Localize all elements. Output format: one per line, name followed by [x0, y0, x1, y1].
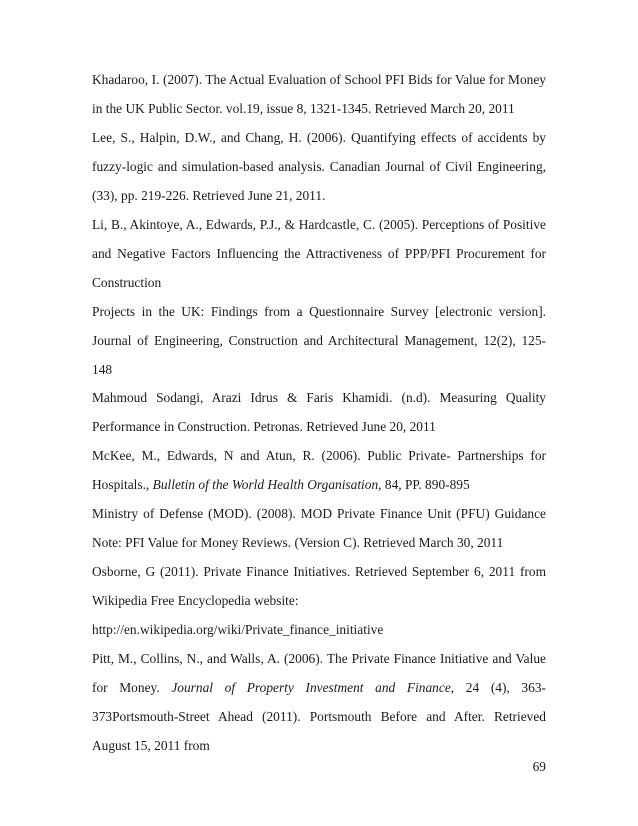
reference-mckee	[92, 442, 546, 500]
reference-mckee-details: , 84, PP. 890-895	[378, 477, 470, 493]
reference-pitt	[92, 645, 546, 761]
reference-li: Li, B., Akintoye, A., Edwards, P.J., & Hardcastle, C. (2005). Perceptions of Positive and Negative Factors Influencing the Attractiveness of PPP/PFI Procurement for Construction	[92, 216, 546, 290]
reference-osborne-text: Osborne, G (2011). Private Finance Initiatives. Retrieved September 6, 2011 from Wikipedia Free Encyclopedia website:	[92, 564, 546, 609]
reference-li-continued: Projects in the UK: Findings from a Questionnaire Survey [electronic version]. Journal of Engineering, Construction and Architectural Management, 12(2), 125- 148	[92, 303, 546, 377]
reference-pitt-details: , 24 (4), 363-373Portsmouth-Street Ahead (2011). Portsmouth Before and After. Retrieved August 15, 2011 from	[92, 680, 546, 753]
reference-sodangi: Mahmoud Sodangi, Arazi Idrus & Faris Khamidi. (n.d). Measuring Quality Performance in Construction. Petronas. Retrieved June 20, 2011	[92, 390, 546, 435]
reference-pitt-journal: Journal of Property Investment and Finance	[171, 680, 451, 696]
reference-khadaroo: Khadaroo, I. (2007). The Actual Evaluation of School PFI Bids for Value for Money in the UK Public Sector. vol.19, issue 8, 1321-1345. Retrieved March 20, 2011	[92, 72, 546, 116]
reference-pitt-text: Pitt, M., Collins, N., and Walls, A. (2006). The Private Finance Initiative and Value for Money.	[92, 651, 546, 696]
reference-osborne	[92, 558, 546, 645]
reference-osborne-url[interactable]: http://en.wikipedia.org/wiki/Private_finance_initiative	[92, 622, 384, 638]
page-number: 69	[532, 759, 546, 774]
reference-mckee-journal: Bulletin of the World Health Organisation	[152, 477, 379, 493]
reference-mckee-text: McKee, M., Edwards, N and Atun, R. (2006). Public Private- Partnerships for Hospitals.,	[92, 448, 546, 493]
reference-mod: Ministry of Defense (MOD). (2008). MOD Private Finance Unit (PFU) Guidance Note: PFI Value for Money Reviews. (Version C). Retrieved March 30, 2011	[92, 506, 546, 551]
reference-lee: Lee, S., Halpin, D.W., and Chang, H. (2006). Quantifying effects of accidents by fuzzy-logic and simulation-based analysis. Canadian Journal of Civil Engineering,(33), pp. 219-226. Retrieved June 21, 2011.	[92, 129, 546, 203]
reference-list	[92, 66, 546, 761]
